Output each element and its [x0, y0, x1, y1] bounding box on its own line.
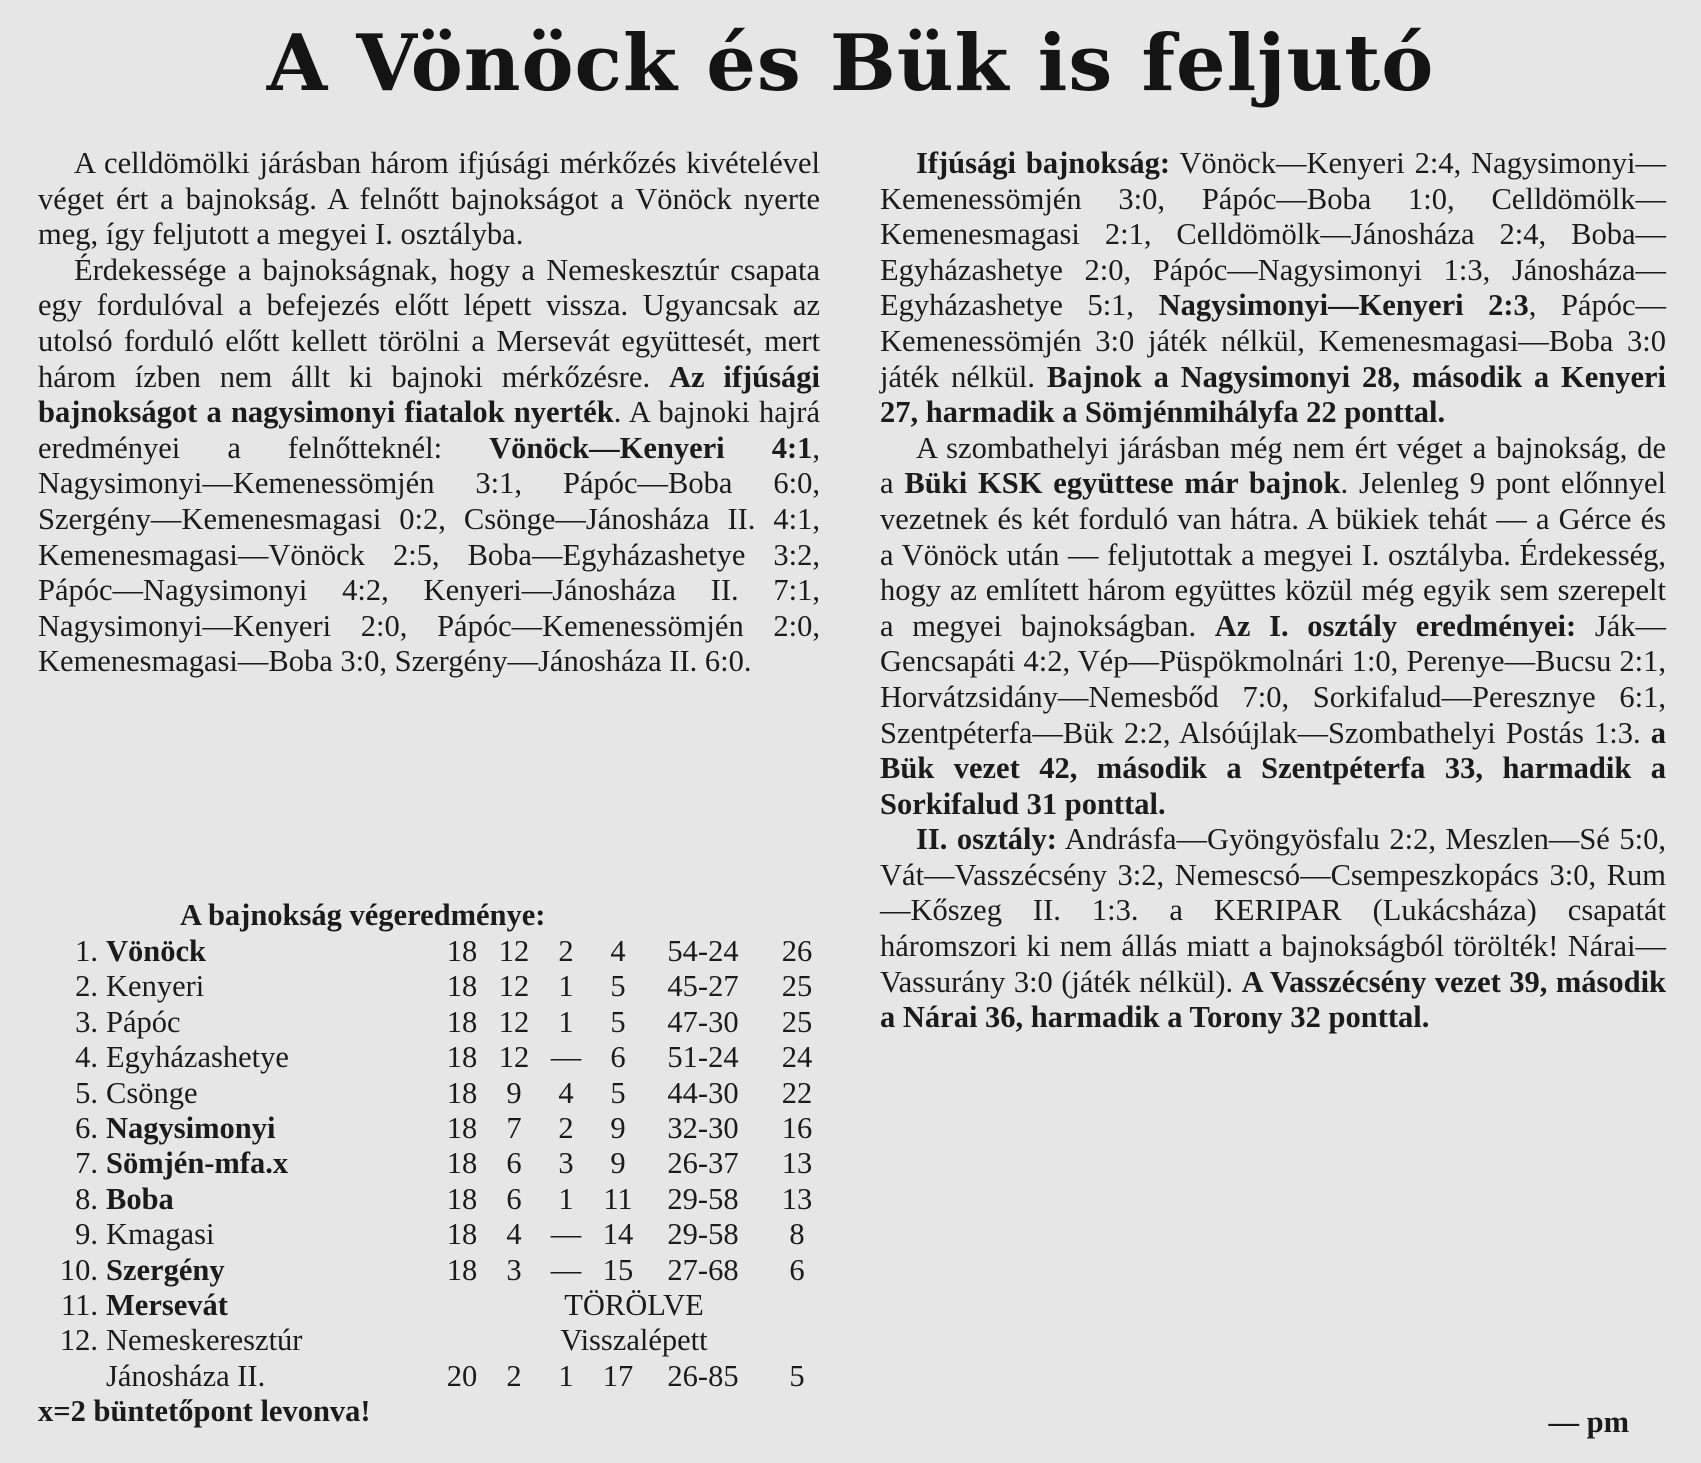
- rank-cell: 9.: [75, 1217, 98, 1252]
- rank-cell: 4.: [75, 1040, 98, 1075]
- right-p2-bold-summary: a Bük vezet 42, második a Szentpéterfa 33, harmadik a Sorkifalud 31 ponttal.: [880, 715, 1666, 821]
- team-cell: Mersevát: [106, 1288, 228, 1323]
- left-p2-bold-result: Vönöck—Kenyeri 4:1: [489, 430, 813, 465]
- left-paragraph-1: A celldömölki járásban három ifjúsági mérkőzés kivételével véget ért a bajnokság. A felnőtt bajnokságot a Vönöck nyerte meg, így feljutott a megyei I. osztályba.: [38, 146, 820, 252]
- won-cell: 7: [506, 1111, 522, 1146]
- points-cell: 8: [789, 1217, 805, 1252]
- played-cell: 18: [446, 1004, 478, 1039]
- won-cell: 9: [506, 1075, 522, 1110]
- won-cell: 12: [498, 1004, 530, 1039]
- played-cell: 18: [446, 1252, 478, 1287]
- team-cell: Nagysimonyi: [106, 1111, 276, 1146]
- standings-title: A bajnokság végeredménye:: [180, 898, 546, 932]
- lost-cell: 15: [602, 1252, 634, 1287]
- right-p2-bold-champion: Büki KSK együttese már bajnok: [904, 466, 1341, 501]
- drawn-cell: 1: [558, 969, 574, 1004]
- standings-table-block: [38, 896, 838, 1429]
- goals-cell: 26-85: [667, 1358, 739, 1393]
- played-cell: 20: [446, 1358, 478, 1393]
- goals-cell: 29-58: [667, 1217, 739, 1252]
- played-cell: 18: [446, 1075, 478, 1110]
- points-cell: 25: [781, 1004, 813, 1039]
- drawn-cell: 1: [558, 1358, 574, 1393]
- goals-cell: 51-24: [667, 1040, 739, 1075]
- lost-cell: 9: [610, 1146, 626, 1181]
- team-cell: Szergény: [106, 1252, 225, 1287]
- rank-cell: 7.: [75, 1146, 98, 1181]
- goals-cell: 26-37: [667, 1146, 739, 1181]
- team-cell: Egyházashetye: [106, 1040, 289, 1075]
- lost-cell: 5: [610, 969, 626, 1004]
- right-column: [880, 146, 1666, 1036]
- won-cell: 12: [498, 934, 530, 968]
- rank-cell: 2.: [75, 969, 98, 1004]
- played-cell: 18: [446, 1040, 478, 1075]
- lost-cell: 17: [602, 1358, 634, 1393]
- drawn-cell: —: [550, 1252, 582, 1287]
- played-cell: 18: [446, 934, 478, 968]
- drawn-cell: 3: [558, 1146, 574, 1181]
- won-cell: 6: [506, 1146, 522, 1181]
- left-paragraph-2: [38, 253, 820, 680]
- right-p1-text-d: , Pápóc—Kemenessömjén 3:0 játék nélkül, Kemenesmagasi—Boba 3:0 játék nélkül.: [880, 288, 1666, 394]
- played-cell: 18: [446, 1146, 478, 1181]
- points-cell: 26: [781, 934, 813, 968]
- left-p2-text-a: Érdekessége a bajnokságnak, hogy a Nemeskesztúr csapata egy fordulóval a befejezés előtt lépett vissza. Ugyancsak az utolsó forduló előtt kellett törölni a Mersevát együttesét, mert három ízben nem állt ki bajnoki mérkőzésre.: [38, 252, 820, 394]
- rank-cell: 10.: [59, 1252, 98, 1287]
- author-signature: — pm: [1548, 1405, 1629, 1439]
- team-cell: Kenyeri: [106, 969, 205, 1004]
- headline: A Vönöck és Bük is feljutó: [266, 18, 1435, 109]
- points-cell: 16: [781, 1111, 813, 1146]
- right-paragraph-3: [880, 822, 1666, 1036]
- won-cell: 4: [506, 1217, 522, 1252]
- lost-cell: 6: [610, 1040, 626, 1075]
- table-row: [38, 1288, 832, 1323]
- rank-cell: 11.: [61, 1288, 98, 1323]
- drawn-cell: 1: [558, 1181, 574, 1216]
- team-cell: Pápóc: [106, 1004, 181, 1039]
- table-row: [38, 1076, 832, 1111]
- points-cell: 22: [781, 1075, 813, 1110]
- team-cell: Sömjén-mfa.x: [106, 1146, 289, 1181]
- played-cell: 18: [446, 969, 478, 1004]
- right-p3-bold-label: II. osztály:: [916, 822, 1057, 857]
- table-row: [38, 1111, 832, 1146]
- table-row: [38, 1323, 832, 1358]
- won-cell: 3: [506, 1252, 522, 1287]
- points-cell: 24: [781, 1040, 813, 1075]
- drawn-cell: 2: [558, 1111, 574, 1146]
- left-p2-bold-youth-winner: Az ifjúsági bajnokságot a nagysimonyi fiatalok nyerték: [38, 359, 820, 430]
- table-row: [38, 1182, 832, 1217]
- goals-cell: 47-30: [667, 1004, 739, 1039]
- status-note: Visszalépett: [560, 1323, 708, 1358]
- rank-cell: 6.: [75, 1111, 98, 1146]
- played-cell: 18: [446, 1181, 478, 1216]
- right-p1-bold-summary: Bajnok a Nagysimonyi 28, második a Kenyeri 27, harmadik a Sömjénmihályfa 22 ponttal.: [880, 359, 1667, 430]
- team-cell: Kmagasi: [106, 1217, 215, 1252]
- table-row: [38, 1146, 832, 1181]
- drawn-cell: —: [550, 1217, 582, 1252]
- team-cell: Boba: [106, 1181, 174, 1216]
- right-p1-text-b: Vönöck—Kenyeri 2:4, Nagysimonyi—Kemenessömjén 3:0, Pápóc—Boba 1:0, Celldömölk—Kemenesmagasi 2:1, Celldömölk—Jánosháza 2:4, Boba—Egyházashetye 2:0, Pápóc—Nagysimonyi 1:3, Jánosháza—Egyházashetye 5:1,: [880, 146, 1666, 323]
- won-cell: 2: [506, 1358, 522, 1393]
- right-p3-bold-summary: A Vasszécsény vezet 39, második a Nárai 36, harmadik a Torony 32 ponttal.: [880, 964, 1667, 1035]
- standings-table: [38, 934, 832, 1394]
- won-cell: 12: [498, 1040, 530, 1075]
- drawn-cell: 2: [558, 934, 574, 968]
- table-row: [38, 934, 832, 969]
- drawn-cell: 1: [558, 1004, 574, 1039]
- drawn-cell: 4: [558, 1075, 574, 1110]
- points-cell: 13: [781, 1181, 813, 1216]
- rank-cell: 5.: [75, 1075, 98, 1110]
- right-paragraph-1: [880, 146, 1666, 431]
- lost-cell: 4: [610, 934, 626, 968]
- table-row: [38, 1217, 832, 1252]
- goals-cell: 32-30: [667, 1111, 739, 1146]
- lost-cell: 9: [610, 1111, 626, 1146]
- drawn-cell: —: [550, 1040, 582, 1075]
- team-cell: Vönöck: [106, 934, 206, 968]
- lost-cell: 14: [602, 1217, 634, 1252]
- right-p1-bold-result: Nagysimonyi—Kenyeri 2:3: [1158, 288, 1529, 323]
- lost-cell: 5: [610, 1004, 626, 1039]
- rank-cell: 1.: [75, 934, 98, 968]
- right-p1-bold-label: Ifjúsági bajnokság:: [916, 146, 1170, 180]
- table-row: [38, 1005, 832, 1040]
- left-p2-text-c: . A bajnoki hajrá eredményei a felnőtteknél:: [38, 395, 821, 465]
- points-cell: 5: [789, 1358, 805, 1393]
- right-paragraph-2: [880, 431, 1666, 823]
- rank-cell: 12.: [59, 1323, 98, 1358]
- left-column: [38, 146, 820, 680]
- won-cell: 6: [506, 1181, 522, 1216]
- right-p2-text-e: Ják—Gencsapáti 4:2, Vép—Püspökmolnári 1:0, Perenye—Bucsu 2:1, Horvátzsidány—Nemesbőd 7:0, Sorkifalud—Peresznye 6:1, Szentpéterfa—Bük 2:2, Alsóújlak—Szombathelyi Postás 1:3.: [880, 608, 1667, 750]
- points-cell: 25: [781, 969, 813, 1004]
- goals-cell: 45-27: [667, 969, 739, 1004]
- standings-footnote: x=2 büntetőpont levonva!: [38, 1394, 371, 1429]
- left-p2-text-e: , Nagysimonyi—Kemenessömjén 3:1, Pápóc—Boba 6:0, Szergény—Kemenesmagasi 0:2, Csönge—Jánosháza II. 4:1, Kemenesmagasi—Vönöck 2:5, Boba—Egyházashetye 3:2, Pápóc—Nagysimonyi 4:2, Kenyeri—Jánosháza II. 7:1, Nagysimonyi—Kenyeri 2:0, Pápóc—Kemenessömjén 2:0, Kemenesmagasi—Boba 3:0, Szergény—Jánosháza II. 6:0.: [38, 430, 820, 679]
- right-p3-text-b: Andrásfa—Gyöngyösfalu 2:2, Meszlen—Sé 5:0, Vát—Vasszécsény 3:2, Nemescsó—Csempeszkopács 3:0, Rum—Kőszeg II. 1:3. a KERIPAR (Lukácsháza) csapatát háromszori ki nem állás miatt a bajnokságból törölték! Nárai—Vassurány 3:0 (játék nélkül).: [880, 822, 1666, 999]
- won-cell: 12: [498, 969, 530, 1004]
- goals-cell: 44-30: [667, 1075, 739, 1110]
- goals-cell: 29-58: [667, 1181, 739, 1216]
- played-cell: 18: [446, 1217, 478, 1252]
- table-row: [38, 1253, 832, 1288]
- table-row: [38, 1040, 832, 1075]
- table-row: [38, 969, 832, 1004]
- right-p2-text-c: . Jelenleg 9 pont előnnyel vezetnek és két forduló van hátra. A bükiek tehát — a Gérce és a Vönöck után — feljutottak a megyei I. osztályba. Érdekesség, hogy az említett három együttes közül még egyik sem szerepelt a megyei bajnokságban.: [880, 466, 1666, 643]
- right-p2-bold-label: Az I. osztály eredményei:: [1214, 608, 1577, 643]
- points-cell: 13: [781, 1146, 813, 1181]
- status-note: TÖRÖLVE: [564, 1288, 704, 1323]
- table-row: [38, 1359, 832, 1394]
- right-p2-text-a: A szombathelyi járásban még nem ért véget a bajnokság, de a: [880, 430, 1666, 501]
- team-cell: Jánosháza II.: [106, 1358, 266, 1393]
- team-cell: Nemeskeresztúr: [106, 1323, 303, 1358]
- rank-cell: 3.: [75, 1004, 98, 1039]
- lost-cell: 5: [610, 1075, 626, 1110]
- rank-cell: [38, 1359, 106, 1394]
- points-cell: 6: [789, 1252, 805, 1287]
- goals-cell: 54-24: [667, 934, 739, 968]
- team-cell: Csönge: [106, 1075, 198, 1110]
- played-cell: 18: [446, 1111, 478, 1146]
- goals-cell: 27-68: [667, 1252, 739, 1287]
- lost-cell: 11: [603, 1181, 633, 1216]
- rank-cell: 8.: [75, 1181, 98, 1216]
